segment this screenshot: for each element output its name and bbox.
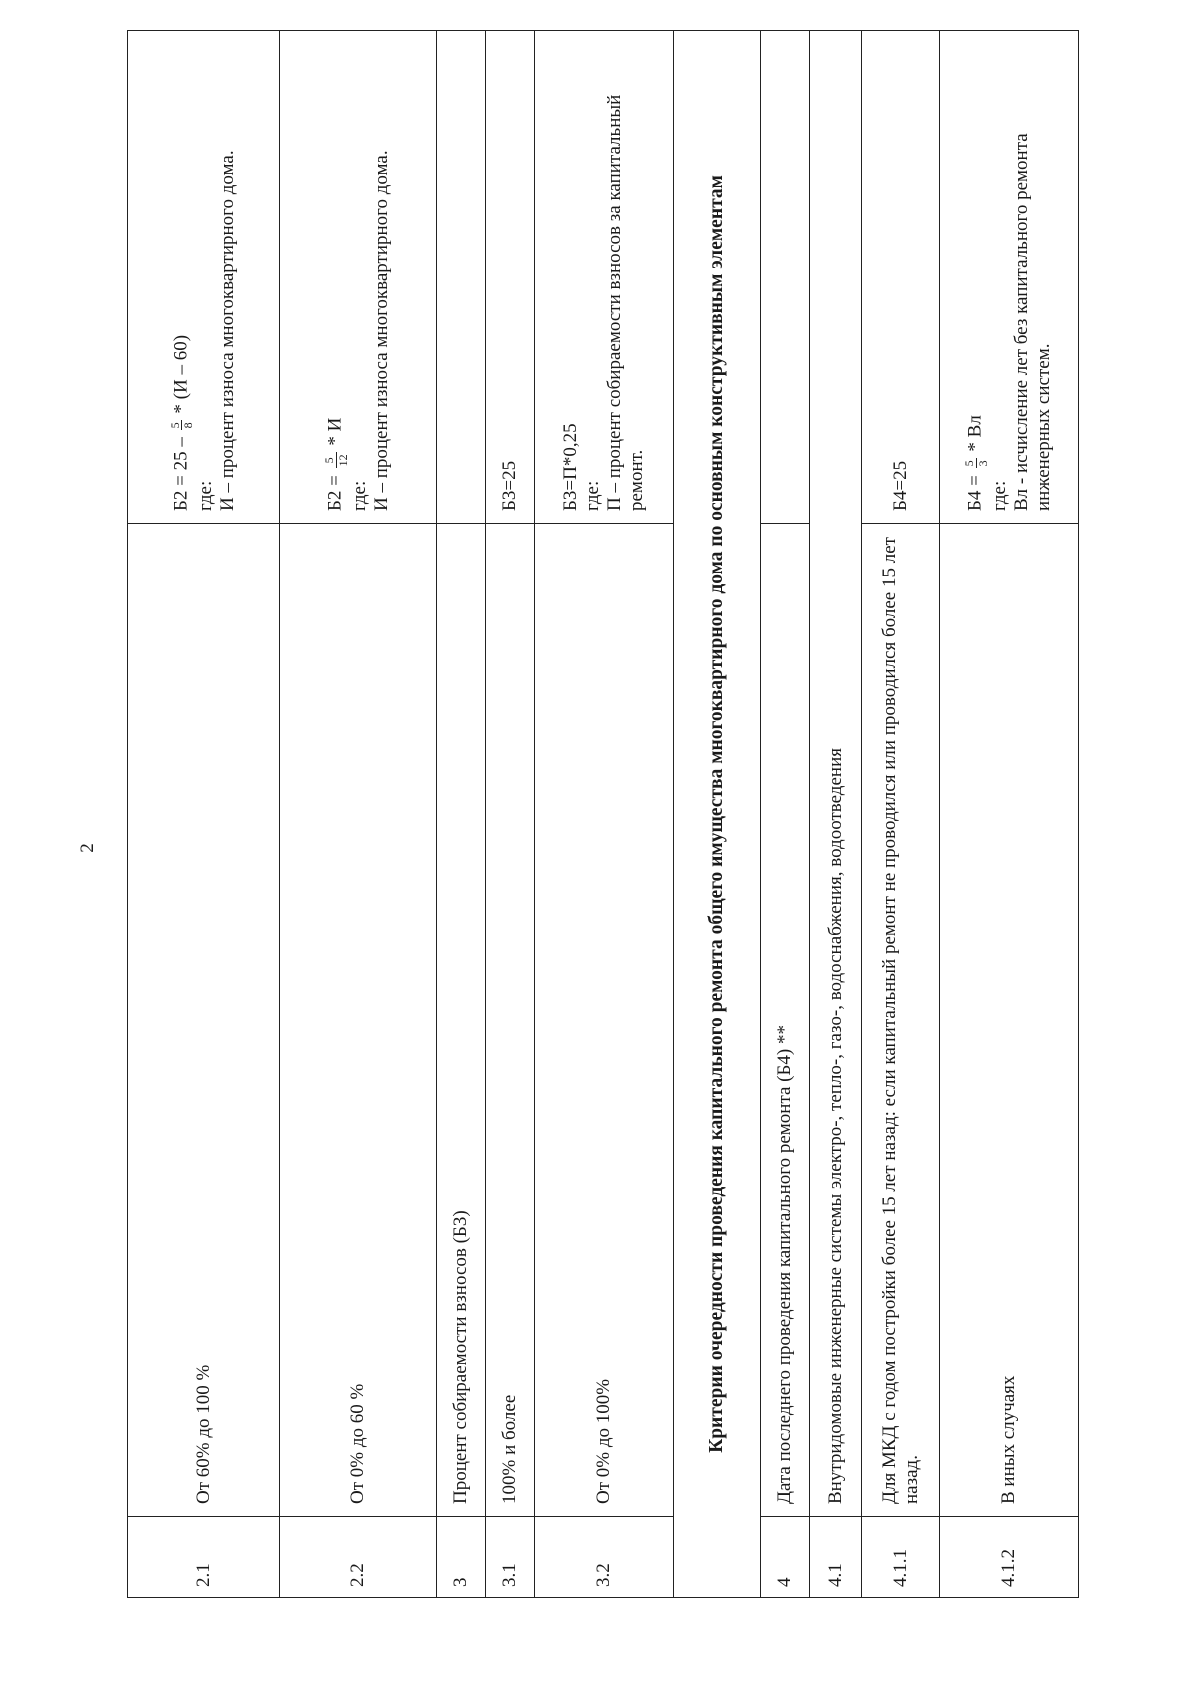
row-criterion: От 0% до 60 % — [280, 524, 437, 1517]
formula-main: Б3=П*0,25 — [560, 423, 582, 511]
criteria-table — [127, 30, 1079, 1598]
row-formula — [761, 31, 810, 524]
table-row — [128, 31, 280, 1598]
row-formula — [535, 31, 674, 524]
row-criterion: От 0% до 100% — [535, 524, 674, 1517]
formula-where: где: — [349, 480, 371, 511]
row-criterion: От 60% до 100 % — [128, 524, 280, 1517]
table-row — [436, 31, 485, 1598]
fraction-denominator: 8 — [181, 422, 196, 429]
row-number: 3.2 — [535, 1517, 674, 1598]
row-number: 2.1 — [128, 1517, 280, 1598]
formula-suffix: * (И – 60) — [170, 334, 192, 414]
page-number: 2 — [77, 843, 98, 853]
row-formula: Б4=25 — [861, 31, 939, 524]
formula-where: где: — [194, 480, 216, 511]
formula-explanation: Вл - исчисление лет без капитального ремонта инженерных систем. — [1011, 133, 1055, 511]
table-row — [940, 31, 1079, 1598]
formula-suffix: * И — [324, 417, 346, 446]
row-formula: Б3=25 — [486, 31, 535, 524]
formula-suffix: * Вл — [964, 415, 986, 452]
row-number: 4.1.1 — [861, 1517, 939, 1598]
row-formula — [128, 31, 280, 524]
row-number: 4.1.2 — [940, 1517, 1079, 1598]
formula-fraction — [169, 420, 195, 430]
formula-where: где: — [989, 480, 1011, 511]
formula-where: где: — [582, 480, 604, 511]
section-heading-row — [673, 31, 760, 1598]
formula-fraction — [963, 458, 989, 468]
row-criterion: Дата последнего проведения капитального ремонта (Б4) ** — [761, 524, 810, 1517]
fraction-numerator: 5 — [323, 452, 337, 468]
formula-explanation: П – процент собираемости взносов за капитальный ремонт. — [604, 94, 647, 511]
row-formula — [436, 31, 485, 524]
row-number: 3.1 — [486, 1517, 535, 1598]
table-row — [535, 31, 674, 1598]
formula-explanation: И – процент износа многоквартирного дома. — [371, 150, 393, 511]
row-number: 3 — [436, 1517, 485, 1598]
row-number: 4.1 — [810, 1517, 861, 1598]
row-formula — [280, 31, 437, 524]
row-number: 2.2 — [280, 1517, 437, 1598]
fraction-denominator: 12 — [335, 454, 350, 467]
formula-explanation: И – процент износа многоквартирного дома. — [216, 150, 238, 511]
row-criterion: Внутридомовые инженерные системы электро-, тепло-, газо-, водоснабжения, водоотведения — [810, 31, 861, 1517]
rotated-table-container — [127, 94, 1079, 1598]
formula-fraction — [323, 452, 349, 468]
table-row — [810, 31, 861, 1598]
fraction-numerator: 5 — [962, 460, 977, 467]
section-heading: Критерии очередности проведения капитального ремонта общего имущества многоквартирного дома по основным конструктивным элементам — [673, 31, 760, 1598]
row-criterion: Процент собираемости взносов (Б3) — [436, 524, 485, 1517]
row-criterion: 100% и более — [486, 524, 535, 1517]
formula-prefix: Б4 = — [964, 475, 986, 511]
table-row — [486, 31, 535, 1598]
fraction-denominator: 3 — [975, 460, 990, 467]
row-number: 4 — [761, 1517, 810, 1598]
table-row — [280, 31, 437, 1598]
row-criterion: Для МКД с годом постройки более 15 лет назад: если капитальный ремонт не проводился или проводился более 15 лет назад. — [861, 524, 939, 1517]
formula-prefix: Б2 = — [324, 475, 346, 511]
fraction-numerator: 5 — [167, 422, 182, 429]
row-formula — [940, 31, 1079, 524]
table-row — [861, 31, 939, 1598]
table-row — [761, 31, 810, 1598]
row-criterion: В иных случаях — [940, 524, 1079, 1517]
formula-prefix: Б2 = 25 – — [170, 437, 192, 511]
